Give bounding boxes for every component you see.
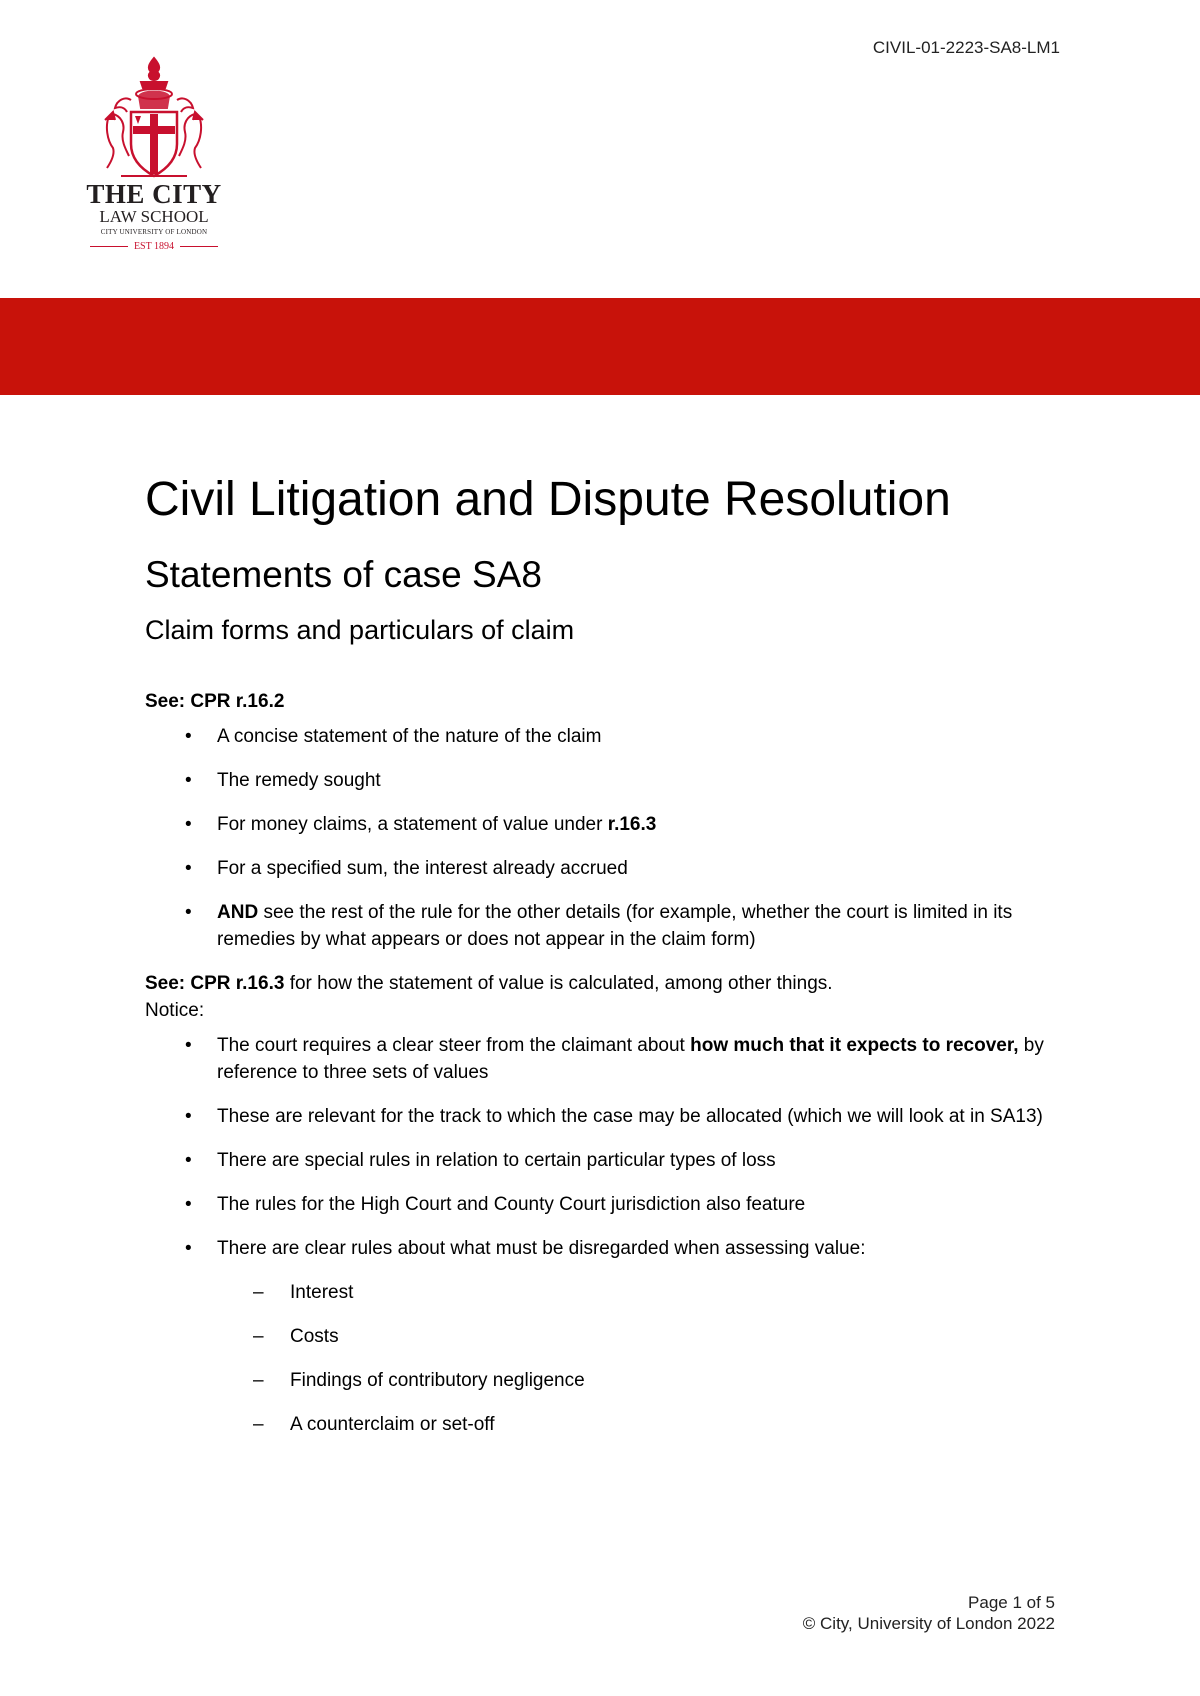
list-item-bold: r.16.3 (607, 814, 657, 835)
see-reference-2-text: for how the statement of value is calculated, among other things. (284, 973, 833, 994)
list-item (217, 1279, 1065, 1306)
dash-icon: – (253, 1326, 264, 1347)
list-item (217, 1411, 1065, 1438)
see-reference-2-bold: See: CPR r.16.3 (145, 973, 285, 994)
document-subtitle: Statements of case SA8 (145, 554, 542, 595)
page-number: Page 1 of 5 (968, 1593, 1055, 1612)
list-item-text: The remedy sought (217, 770, 381, 791)
list-item-text: These are relevant for the track to which the case may be allocated (which we will look at in SA13) (217, 1106, 1043, 1127)
bullet-list-requirements (145, 723, 1065, 953)
list-item (145, 899, 1065, 953)
document-body (145, 470, 1065, 1455)
list-item-text: Interest (290, 1282, 354, 1303)
list-item-text: For money claims, a statement of value under (217, 814, 608, 835)
logo-rule-left (90, 246, 128, 247)
dash-icon: – (253, 1282, 264, 1303)
list-item-text: The court requires a clear steer from the claimant about (217, 1035, 691, 1056)
list-item (217, 1367, 1065, 1394)
logo-wordmark-line2: LAW SCHOOL (99, 207, 209, 226)
bullet-icon: • (185, 1106, 192, 1127)
notice-label: Notice: (145, 1000, 205, 1021)
bullet-icon: • (185, 726, 192, 747)
list-item-text: The rules for the High Court and County Court jurisdiction also feature (217, 1194, 806, 1215)
bullet-icon: • (185, 814, 192, 835)
list-item (145, 811, 1065, 838)
list-item (217, 1323, 1065, 1350)
list-item-text: Findings of contributory negligence (290, 1370, 585, 1391)
list-item-text: Costs (290, 1326, 339, 1347)
dash-icon: – (253, 1414, 264, 1435)
logo-est-text: EST 1894 (133, 240, 175, 252)
bullet-icon: • (185, 1150, 192, 1171)
coat-of-arms-icon (101, 56, 207, 182)
list-item-text: A counterclaim or set-off (290, 1414, 495, 1435)
page-footer (803, 1592, 1055, 1634)
logo-wordmark-line1: THE CITY (86, 179, 222, 209)
bullet-icon: • (185, 1194, 192, 1215)
red-header-band (0, 298, 1200, 395)
list-item-text: by reference to three sets of values (217, 1035, 1044, 1083)
dash-list-disregarded (217, 1279, 1065, 1438)
list-item (145, 855, 1065, 882)
document-code: CIVIL-01-2223-SA8-LM1 (872, 38, 1060, 57)
dash-icon: – (253, 1370, 264, 1391)
bullet-icon: • (185, 902, 192, 923)
document-title: Civil Litigation and Dispute Resolution (145, 473, 951, 526)
bullet-icon: • (185, 770, 192, 791)
list-item-text: see the rest of the rule for the other details (for example, whether the court is limited in its remedies by what appears or does not appear in the claim form) (217, 902, 1013, 950)
bullet-list-notice (145, 1032, 1065, 1262)
bullet-icon: • (185, 1238, 192, 1259)
list-item (145, 1235, 1065, 1262)
document-section-title: Claim forms and particulars of claim (145, 615, 575, 645)
logo-wordmark-line3: CITY UNIVERSITY OF LONDON (100, 228, 208, 236)
bullet-icon: • (185, 858, 192, 879)
list-item-text: A concise statement of the nature of the claim (217, 726, 602, 747)
list-item (145, 723, 1065, 750)
see-reference-2 (145, 970, 1065, 997)
list-item-bold: how much that it expects to recover, (690, 1035, 1019, 1056)
list-item (145, 1103, 1065, 1130)
list-item (145, 1032, 1065, 1086)
bullet-icon: • (185, 1035, 192, 1056)
copyright-notice: © City, University of London 2022 (802, 1614, 1055, 1633)
see-reference-1: See: CPR r.16.2 (145, 691, 285, 712)
logo-established (84, 239, 224, 253)
list-item (145, 1147, 1065, 1174)
list-item-bold: AND (217, 902, 259, 923)
city-law-school-logo (84, 56, 224, 258)
list-item-text: For a specified sum, the interest already accrued (217, 858, 628, 879)
list-item-text: There are clear rules about what must be disregarded when assessing value: (217, 1238, 866, 1259)
list-item-text: There are special rules in relation to certain particular types of loss (217, 1150, 776, 1171)
list-item (145, 1191, 1065, 1218)
list-item (145, 767, 1065, 794)
logo-rule-right (180, 246, 218, 247)
